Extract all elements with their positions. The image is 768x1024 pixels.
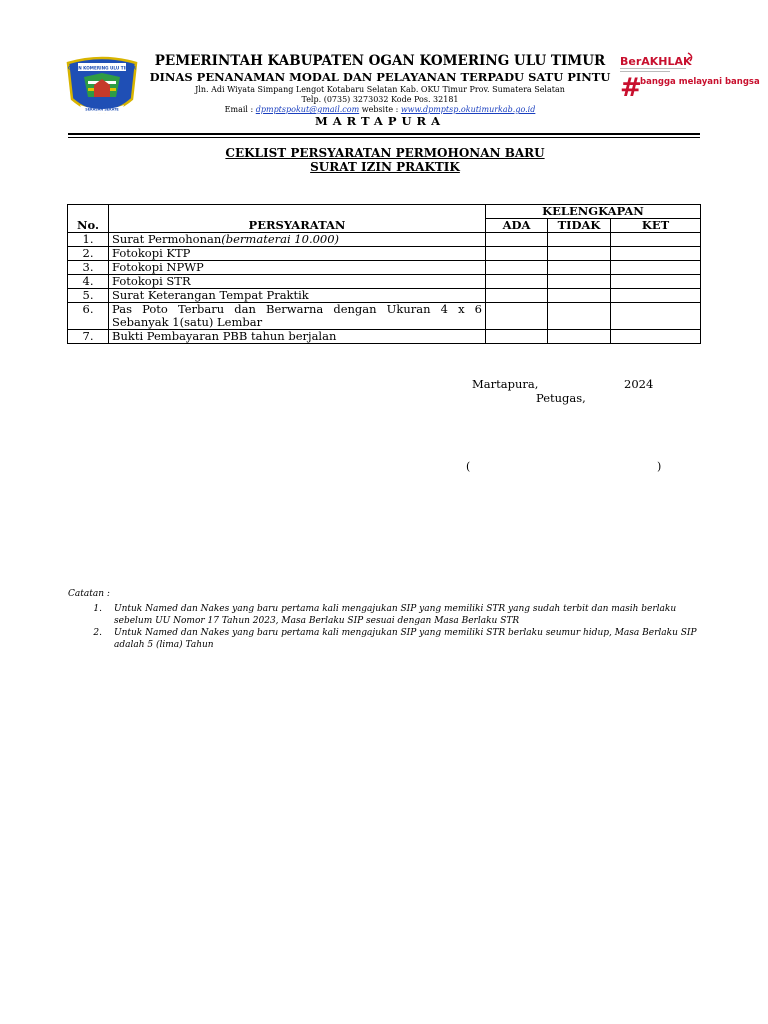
hashtag-icon: # bbox=[620, 73, 642, 103]
emblem-text: OGAN KOMERING ULU TIMUR bbox=[67, 65, 137, 71]
note-number: 1. bbox=[93, 604, 102, 614]
header-requirement: PERSYARATAN bbox=[109, 205, 486, 233]
check-ket[interactable] bbox=[611, 233, 701, 247]
letterhead-rule-thin bbox=[68, 137, 700, 138]
requirement-text: Surat Keterangan Tempat Praktik bbox=[109, 289, 486, 303]
city-name: MARTAPURA bbox=[314, 114, 445, 128]
note-number: 2. bbox=[93, 628, 102, 638]
requirement-note: (bermaterai 10.000) bbox=[221, 232, 340, 246]
row-number: 1. bbox=[68, 233, 109, 247]
signature-year: 2024 bbox=[624, 377, 654, 391]
title-line-1: CEKLIST PERSYARATAN PERMOHONAN BARU bbox=[225, 146, 545, 160]
table-row bbox=[68, 289, 701, 303]
signature-name-open: ( bbox=[466, 460, 471, 473]
row-number: 6. bbox=[68, 303, 109, 330]
check-ket[interactable] bbox=[611, 247, 701, 261]
government-name: PEMERINTAH KABUPATEN OGAN KOMERING ULU TIMUR bbox=[154, 53, 606, 69]
check-ada[interactable] bbox=[486, 303, 548, 330]
list-item bbox=[68, 603, 708, 627]
table-row bbox=[68, 233, 701, 247]
requirements-table bbox=[67, 204, 701, 344]
row-number: 5. bbox=[68, 289, 109, 303]
notes-label: Catatan : bbox=[68, 589, 110, 599]
berakhlak-logo bbox=[618, 52, 760, 104]
agency-name: DINAS PENANAMAN MODAL DAN PELAYANAN TERPADU SATU PINTU bbox=[149, 70, 611, 84]
check-ket[interactable] bbox=[611, 289, 701, 303]
row-number: 7. bbox=[68, 330, 109, 344]
ogan-komering-ulu-timur-emblem bbox=[64, 55, 140, 123]
berakhlak-text: BerAKHLAK bbox=[620, 55, 692, 68]
header-no: No. bbox=[68, 205, 109, 233]
check-ada[interactable] bbox=[486, 330, 548, 344]
table-row bbox=[68, 247, 701, 261]
document-title bbox=[100, 146, 670, 160]
email-label: Email : bbox=[224, 105, 256, 114]
requirement-text: Fotokopi NPWP bbox=[109, 261, 486, 275]
signature-name-close: ) bbox=[657, 460, 662, 473]
email-link[interactable]: dpmptspokut@gmail.com bbox=[255, 105, 360, 114]
check-ket[interactable] bbox=[611, 303, 701, 330]
table-row bbox=[68, 261, 701, 275]
table-row bbox=[68, 303, 701, 330]
signature-officer: Petugas, bbox=[536, 391, 586, 405]
letterhead-rule-thick bbox=[68, 133, 700, 135]
check-ada[interactable] bbox=[486, 275, 548, 289]
signature-place: Martapura, bbox=[472, 377, 539, 391]
header-completeness: KELENGKAPAN bbox=[486, 205, 701, 219]
note-text: Untuk Named dan Nakes yang baru pertama kali mengajukan SIP yang memiliki STR yang sudah terbit dan masih berlaku sebelum UU Nomor 17 Tahun 2023, Masa Berlaku SIP sesuai dengan Masa Berlaku STR bbox=[114, 604, 677, 626]
agency-address: Jln. Adi Wiyata Simpang Lengot Kotabaru Selatan Kab. OKU Timur Prov. Sumatera Selatan bbox=[195, 85, 565, 94]
check-ket[interactable] bbox=[611, 330, 701, 344]
check-ada[interactable] bbox=[486, 233, 548, 247]
check-ada[interactable] bbox=[486, 261, 548, 275]
row-number: 4. bbox=[68, 275, 109, 289]
note-text: Untuk Named dan Nakes yang baru pertama kali mengajukan SIP yang memiliki STR berlaku seumur hidup, Masa Berlaku SIP adalah 5 (lima) Tahun bbox=[114, 628, 697, 650]
header-ada: ADA bbox=[486, 219, 548, 233]
header-ket: KET bbox=[611, 219, 701, 233]
requirement-text: Fotokopi STR bbox=[109, 275, 486, 289]
row-number: 3. bbox=[68, 261, 109, 275]
check-ada[interactable] bbox=[486, 247, 548, 261]
agency-phone: Telp. (0735) 3273032 Kode Pos. 32181 bbox=[301, 95, 459, 104]
check-tidak[interactable] bbox=[548, 261, 611, 275]
website-label: website : bbox=[359, 105, 401, 114]
emblem-motto: SERASAN SEKATE bbox=[85, 107, 119, 112]
requirement-text: Bukti Pembayaran PBB tahun berjalan bbox=[109, 330, 486, 344]
list-item bbox=[68, 627, 708, 651]
check-tidak[interactable] bbox=[548, 233, 611, 247]
website-link[interactable]: www.dpmptsp.okutimurkab.go.id bbox=[400, 105, 536, 114]
check-ket[interactable] bbox=[611, 261, 701, 275]
check-tidak[interactable] bbox=[548, 275, 611, 289]
requirement-text: Surat Permohonan(bermaterai 10.000) bbox=[109, 233, 486, 247]
check-ada[interactable] bbox=[486, 289, 548, 303]
table-row bbox=[68, 275, 701, 289]
requirement-text: Pas Poto Terbaru dan Berwarna dengan Ukuran 4 x 6 Sebanyak 1(satu) Lembar bbox=[109, 303, 486, 330]
document-subtitle bbox=[100, 160, 670, 174]
check-tidak[interactable] bbox=[548, 303, 611, 330]
header-tidak: TIDAK bbox=[548, 219, 611, 233]
check-tidak[interactable] bbox=[548, 247, 611, 261]
table-row bbox=[68, 330, 701, 344]
requirement-text: Fotokopi KTP bbox=[109, 247, 486, 261]
row-number: 2. bbox=[68, 247, 109, 261]
check-ket[interactable] bbox=[611, 275, 701, 289]
check-tidak[interactable] bbox=[548, 289, 611, 303]
notes-list bbox=[68, 603, 708, 651]
bangga-melayani-bangsa-text: bangga melayani bangsa bbox=[640, 77, 760, 87]
agency-contacts bbox=[140, 105, 620, 114]
check-tidak[interactable] bbox=[548, 330, 611, 344]
title-line-2: SURAT IZIN PRAKTIK bbox=[310, 160, 460, 174]
